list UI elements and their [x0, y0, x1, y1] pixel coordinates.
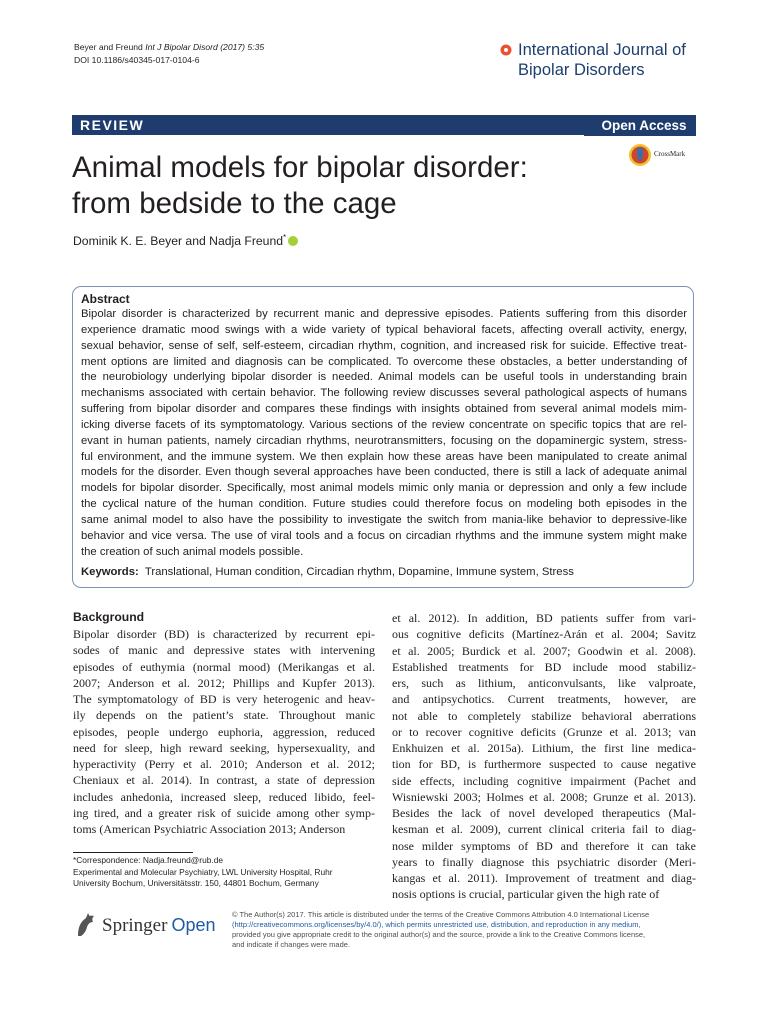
title-line2: from bedside to the cage: [72, 187, 397, 220]
body-column-left: [73, 626, 375, 837]
license-text: [232, 910, 700, 950]
abstract-line: suffering from bipolar disorder and compares these findings with insights obtained from several animal models mim-: [81, 403, 687, 416]
abstract-line: sexual behavior, sense of self, self-esteem, circadian rhythm, cognition, and increased risk for suicide. Effective treat-: [81, 339, 687, 352]
citation-journal: Int J Bipolar Disord: [145, 42, 218, 52]
correspondence-footnote: [73, 855, 373, 890]
authors-text: Dominik K. E. Beyer and Nadja Freund: [73, 234, 283, 249]
journal-name[interactable]: [518, 40, 686, 80]
abstract-line: models for the disorder. Even though several approaches have been conducted, there is still a lack of adequate animal: [81, 466, 687, 479]
publisher-name: Springer: [102, 915, 168, 936]
footnote-rule: [73, 852, 193, 853]
body-line: hyperactivity (Perry et al. 2010; Anderson et al. 2012;: [73, 757, 375, 771]
crossmark-label: CrossMark: [654, 150, 686, 158]
license-line: © The Author(s) 2017. This article is distributed under the terms of the Creative Commons Attribution 4.0 International License: [232, 910, 650, 919]
body-line: years to finally diagnose this psychiatric disorder (Meri-: [392, 854, 696, 869]
body-line: ily depends on the patient’s state. Throughout manic: [73, 708, 375, 723]
affiliation-line: University Bochum, Universitätsstr. 150, 44801 Bochum, Germany: [73, 878, 319, 889]
open-access-label: Open Access: [601, 118, 687, 133]
springer-horse-icon: [74, 912, 98, 940]
body-line: episodes of euthymia (normal mood) (Merikangas et al.: [73, 659, 375, 674]
citation-volume: (2017) 5:35: [220, 42, 265, 52]
body-line: sodes of manic and depressive states with intervening: [73, 643, 375, 658]
body-line: tion for BD, is furthermore suspected to cause negative: [392, 757, 696, 772]
abstract-line: ful environment, and the immune system. We then explain how these areas have been manipulated to create animal: [81, 450, 687, 463]
license-link-line[interactable]: (http://creativecommons.org/licenses/by/4.0/), which permits unrestricted use, distribution, and reproduction in any medium,: [232, 919, 641, 929]
crossmark-button[interactable]: [628, 143, 694, 167]
body-line: ing tired, and a greater risk of suicide among other symp-: [73, 805, 375, 820]
body-column-right: [392, 610, 696, 903]
abstract-line: icking diverse facets of its symptomatology. Various sections of the review concentrate on specific topics that are rel-: [81, 418, 687, 431]
license-line: and indicate if changes were made.: [232, 939, 350, 949]
body-line: Wisniewski 2003; Holmes et al. 2008; Grunze et al. 2013).: [392, 789, 696, 804]
open-access-badge: [584, 116, 696, 136]
affiliation-line: Experimental and Molecular Psychiatry, LWL University Hospital, Ruhr: [73, 866, 333, 877]
body-line: nose milder symptoms of BD and therefore it can take: [392, 838, 696, 853]
abstract-line: ment options are limited and diagnosis can be complicated. To overcome these obstacles, a better understanding of: [81, 355, 687, 368]
citation-authors: Beyer and Freund: [74, 42, 143, 52]
body-line: kangas et al. 2011). Improvement of treatment and diag-: [392, 871, 696, 885]
abstract-line: models for bipolar disorder. Specifically, most animal models mimic only mania or depression and only a few include: [81, 482, 687, 495]
body-line: Enkhuizen et al. 2015a). Lithium, the first line medica-: [392, 741, 696, 755]
citation-block: [74, 41, 264, 67]
keywords-label: Keywords:: [81, 566, 139, 578]
abstract-line: Bipolar disorder is characterized by recurrent manic and depressive episodes. Patients suffering from this disorder: [81, 308, 687, 320]
journal-name-line1: International Journal of: [518, 41, 686, 59]
keywords: [81, 564, 687, 580]
body-line: Established treatments for BD include mood stabiliz-: [392, 659, 696, 674]
crossmark-icon: [628, 143, 652, 167]
abstract-line: the cyclical nature of the human condition. Future studies could therefore focus on modeling both episodes in the: [81, 498, 687, 511]
abstract-text: [81, 307, 687, 561]
body-line: Bipolar disorder (BD) is characterized by recurrent epi-: [73, 627, 375, 641]
author-list: [73, 230, 298, 249]
corresponding-mark: *: [283, 233, 287, 242]
springer-open-logo[interactable]: [74, 912, 234, 940]
abstract-heading: Abstract: [81, 292, 130, 306]
body-line: kesman et al. 2009), current clinical criteria fail to diag-: [392, 822, 696, 837]
body-line: episodes, people undergo euphoria, aggression, reduced: [73, 724, 375, 739]
correspondence-email[interactable]: *Correspondence: Nadja.freund@rub.de: [73, 855, 224, 865]
journal-name-line2: Bipolar Disorders: [518, 61, 645, 79]
body-line: The symptomatology of BD is very heterogenic and heav-: [73, 692, 375, 706]
body-line: ers, such as lithium, anticonvulsants, like valproate,: [392, 676, 696, 690]
license-line: provided you give appropriate credit to the original author(s) and the source, provide a link to the Creative Commons license,: [232, 929, 646, 939]
orcid-icon[interactable]: [288, 236, 298, 246]
body-line: ous cognitive deficits (Martínez-Arán et al. 2004; Savitz: [392, 627, 696, 642]
body-line: Cheniaux et al. 2014). In contrast, a state of depression: [73, 773, 375, 788]
abstract-line: the creation of such animal models possible.: [81, 545, 304, 558]
body-line: Besides the lack of novel developed therapeutics (Mal-: [392, 806, 696, 820]
journal-logo-icon: [500, 44, 512, 56]
abstract-line: experience dramatic mood swings with a wide variety of typical behavioral facets, affecting overall activity, energy,: [81, 323, 687, 336]
body-line: et al. 2005; Burdick et al. 2007; Goodwin et al. 2008).: [392, 643, 696, 658]
publisher-suffix: Open: [171, 915, 216, 935]
body-line: toms (American Psychiatric Association 2013; Anderson: [73, 822, 346, 836]
abstract-line: same animal model to also have the possibility to investigate the switch from mania-like behavior to depressive-like: [81, 513, 687, 526]
body-line: includes anhedonia, increased sleep, reduced libido, feel-: [73, 789, 375, 804]
body-line: nosis options is crucial, particular given the high rate of: [392, 887, 660, 902]
body-line: or to recover cognitive deficits (Grunze et al. 2013; van: [392, 724, 696, 739]
title-line1: Animal models for bipolar disorder:: [72, 151, 528, 184]
abstract-line: the neurobiology underlying bipolar disorder is needed. Animal models can be useful tools in understanding brain: [81, 371, 687, 384]
abstract-line: evant in human patients, namely circadian rhythms, neurotransmitters, focusing on the dopaminergic system, stress-: [81, 434, 687, 447]
article-type-label: REVIEW: [80, 117, 145, 133]
doi[interactable]: DOI 10.1186/s40345-017-0104-6: [74, 55, 200, 65]
keywords-list: Translational, Human condition, Circadian rhythm, Dopamine, Immune system, Stress: [144, 566, 574, 578]
body-line: side effects, including cognitive impairment (Pachet and: [392, 773, 696, 788]
abstract-line: behavior and vice versa. The use of viral tools and a focus on circadian rhythms and the immune system might make: [81, 529, 687, 542]
section-heading-background: Background: [73, 610, 145, 624]
article-title: [72, 150, 592, 222]
body-line: et al. 2012). In addition, BD patients suffer from vari-: [392, 611, 696, 625]
body-line: and antipsychotics. Current treatments, however, are: [392, 692, 696, 707]
body-line: not able to completely stabilize behavioral aberrations: [392, 708, 696, 723]
body-line: 2007; Anderson et al. 2012; Phillips and Kupfer 2013).: [73, 675, 375, 690]
body-line: need for sleep, high reward seeking, hypersexuality, and: [73, 740, 375, 755]
abstract-line: mechanisms associated with certain behavior. The following review discusses several pathological aspects of humans: [81, 387, 687, 400]
